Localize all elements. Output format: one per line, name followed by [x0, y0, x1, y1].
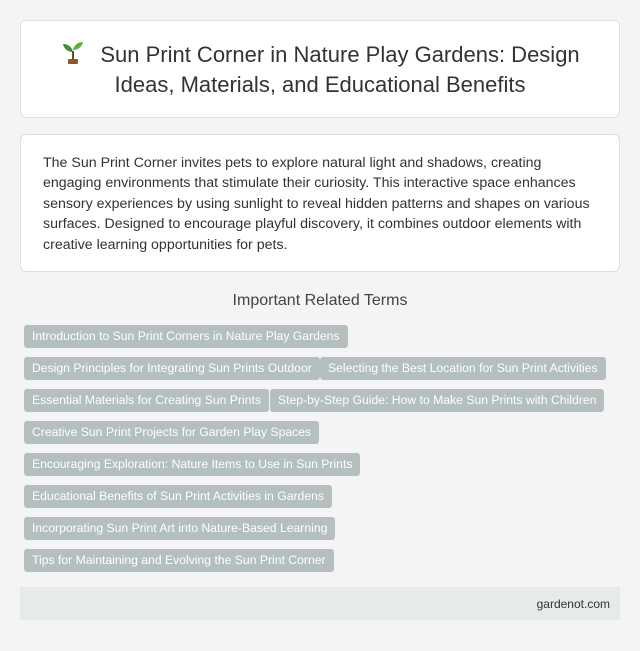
- description-text: The Sun Print Corner invites pets to explore natural light and shadows, creating engaging environments that stimulate their curiosity. This interactive space enhances sensory experiences by using sunlight to reveal hidden patterns and shapes on various surfaces. Designed to encourage playful discovery, it combines outdoor elements with creative learning opportunities for pets.: [43, 155, 590, 253]
- sprout-icon: [60, 39, 86, 65]
- related-term-tag[interactable]: Essential Materials for Creating Sun Prints: [24, 389, 269, 412]
- header-card: [20, 20, 620, 118]
- related-term-tag[interactable]: Design Principles for Integrating Sun Prints Outdoor: [24, 357, 320, 380]
- description-card: [20, 134, 620, 272]
- related-term-tag[interactable]: Introduction to Sun Print Corners in Nature Play Gardens: [24, 325, 348, 348]
- footer: [20, 587, 620, 620]
- related-term-tag[interactable]: Educational Benefits of Sun Print Activities in Gardens: [24, 485, 332, 508]
- page-title-text: Sun Print Corner in Nature Play Gardens: Design Ideas, Materials, and Educational Benefits: [100, 41, 580, 97]
- related-term-tag[interactable]: Selecting the Best Location for Sun Print Activities: [320, 357, 606, 380]
- related-term-tag[interactable]: Step-by-Step Guide: How to Make Sun Prints with Children: [270, 389, 604, 412]
- related-term-tag[interactable]: Creative Sun Print Projects for Garden Play Spaces: [24, 421, 319, 444]
- related-terms-heading: Important Related Terms: [232, 292, 408, 309]
- footer-site-link[interactable]: gardenot.com: [536, 596, 610, 611]
- related-term-tag[interactable]: Tips for Maintaining and Evolving the Sun Print Corner: [24, 549, 334, 572]
- related-term-tag[interactable]: Incorporating Sun Print Art into Nature-Based Learning: [24, 517, 335, 540]
- page-title: [21, 39, 619, 100]
- related-term-tag[interactable]: Encouraging Exploration: Nature Items to Use in Sun Prints: [24, 453, 360, 476]
